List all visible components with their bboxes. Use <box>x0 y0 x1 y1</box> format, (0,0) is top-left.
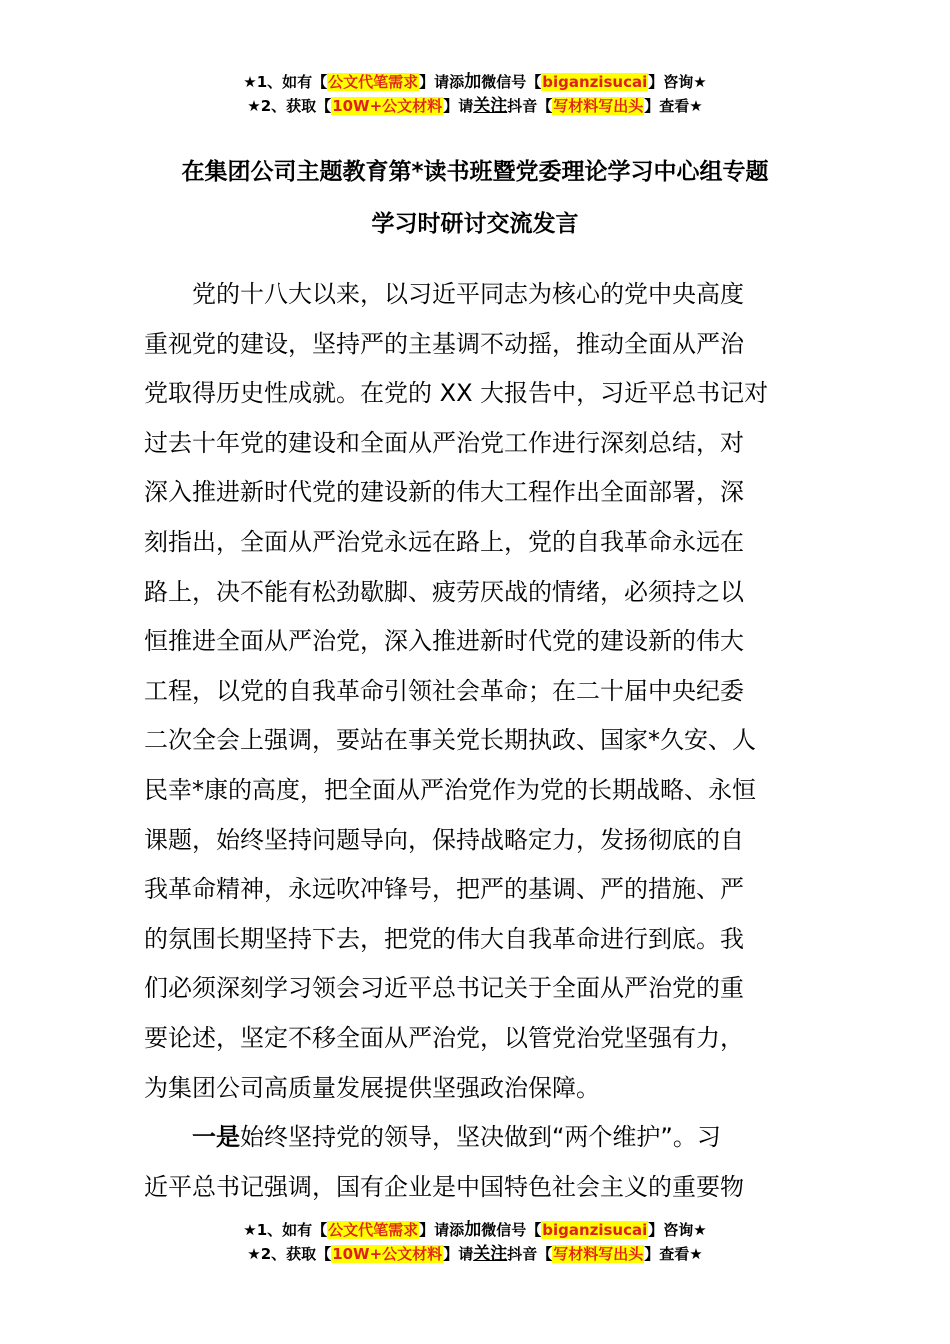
title-line-2: 学习时研讨交流发言 <box>371 211 579 237</box>
banner-line-1 <box>0 70 950 94</box>
banner-text: 】咨询★ <box>648 73 707 91</box>
banner-text: ★1、如有【 <box>243 1221 328 1239</box>
banner-text: ★2、获取【 <box>247 97 332 115</box>
banner-text: 关注 <box>473 96 508 116</box>
banner-text: 微信号【 <box>481 1221 542 1239</box>
banner-text: 】请 <box>443 97 474 115</box>
document-title <box>0 146 950 250</box>
title-line-1: 在集团公司主题教育第*读书班暨党委理论学习中心组专题 <box>181 159 769 185</box>
text-line: 路上，决不能有松劲歇脚、疲劳厌战的情绪，必须持之以 <box>144 577 744 606</box>
banner-text: 抖音【 <box>507 97 553 115</box>
text-line: 为集团公司高质量发展提供坚强政治保障。 <box>144 1073 600 1102</box>
text-line: 要论述，坚定不移全面从严治党，以管党治党坚强有力， <box>144 1023 744 1052</box>
paragraph <box>144 1113 809 1212</box>
wechat-id-highlight: biganzisucai <box>542 73 648 91</box>
banner-text: 】请添 <box>419 73 465 91</box>
banner-text: 】查看★ <box>644 97 703 115</box>
text-line: 二次全会上强调，要站在事关党长期执政、国家*久安、人 <box>144 726 756 755</box>
text-line: 我革命精神，永远吹冲锋号，把严的基调、严的措施、严 <box>144 875 744 904</box>
text-line <box>144 1113 809 1163</box>
banner-text: 加 <box>464 1220 482 1240</box>
document-body <box>144 270 809 1212</box>
banner-text: ★2、获取【 <box>247 1245 332 1263</box>
footer-banner <box>0 1218 950 1266</box>
text-line: 刻指出，全面从严治党永远在路上，党的自我革命永远在 <box>144 527 744 556</box>
text-line: 课题，始终坚持问题导向，保持战略定力，发扬彻底的自 <box>144 825 744 854</box>
text-line: 恒推进全面从严治党，深入推进新时代党的建设新的伟大 <box>144 627 744 656</box>
banner-text: 微信号【 <box>481 73 542 91</box>
header-banner <box>0 70 950 118</box>
text-line: 的氛围长期坚持下去，把党的伟大自我革命进行到底。我 <box>144 924 744 953</box>
banner-text: 抖音【 <box>507 1245 553 1263</box>
banner-text: 加 <box>464 72 482 92</box>
banner-line-2 <box>0 94 950 118</box>
wechat-id-highlight: biganzisucai <box>542 1221 648 1239</box>
banner-highlight: 10W+公文材料 <box>332 1245 443 1263</box>
text-line: 过去十年党的建设和全面从严治党工作进行深刻总结，对 <box>144 428 744 457</box>
banner-text: 】请 <box>443 1245 474 1263</box>
banner-text: ★1、如有【 <box>243 73 328 91</box>
text-line: 党取得历史性成就。在党的 XX 大报告中，习近平总书记对 <box>144 379 769 408</box>
banner-highlight: 公文代笔需求 <box>328 1221 419 1239</box>
text-run: 始终坚持党的领导，坚决做到“两个维护”。习 <box>240 1123 721 1152</box>
text-line: 党的十八大以来，以习近平同志为核心的党中央高度 <box>144 280 744 308</box>
text-line: 深入推进新时代党的建设新的伟大工程作出全面部署，深 <box>144 478 744 507</box>
text-line: 民幸*康的高度，把全面从严治党作为党的长期战略、永恒 <box>144 775 756 804</box>
banner-highlight: 10W+公文材料 <box>332 97 443 115</box>
banner-text: 】请添 <box>419 1221 465 1239</box>
banner-line-2 <box>0 1242 950 1266</box>
paragraph <box>144 270 809 1113</box>
banner-highlight: 公文代笔需求 <box>328 73 419 91</box>
paragraph-lead: 一是 <box>192 1123 240 1152</box>
banner-text: 关注 <box>473 1244 508 1264</box>
banner-line-1 <box>0 1218 950 1242</box>
text-line: 近平总书记强调，国有企业是中国特色社会主义的重要物 <box>144 1172 744 1201</box>
text-line: 重视党的建设，坚持严的主基调不动摇，推动全面从严治 <box>144 329 744 358</box>
indent <box>144 1123 192 1151</box>
banner-text: 】查看★ <box>644 1245 703 1263</box>
text-line: 们必须深刻学习领会习近平总书记关于全面从严治党的重 <box>144 974 744 1003</box>
douyin-highlight: 写材料写出头 <box>553 1245 644 1263</box>
banner-text: 】咨询★ <box>648 1221 707 1239</box>
text-line: 工程，以党的自我革命引领社会革命；在二十届中央纪委 <box>144 676 744 705</box>
douyin-highlight: 写材料写出头 <box>553 97 644 115</box>
